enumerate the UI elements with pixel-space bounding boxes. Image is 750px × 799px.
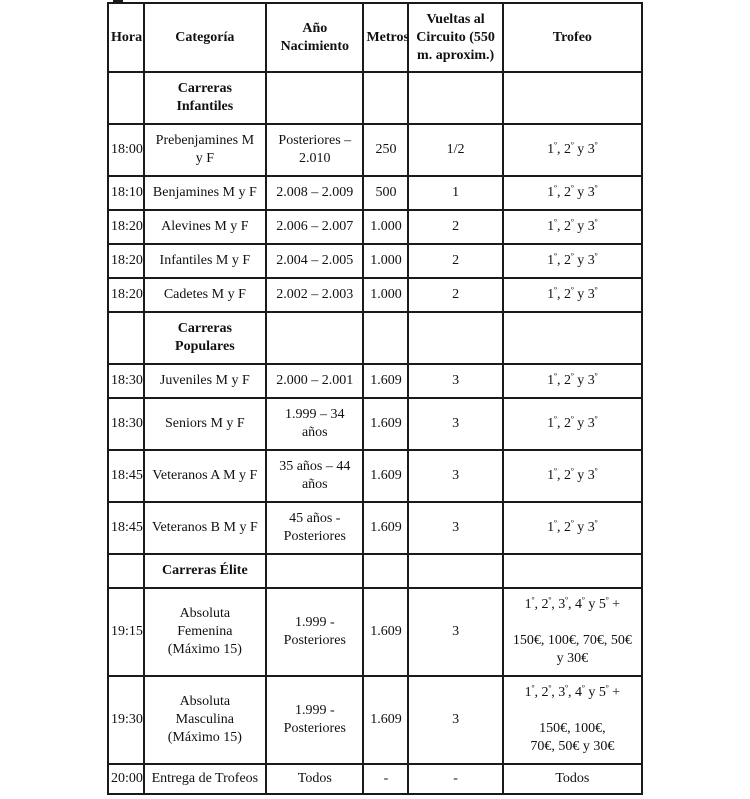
cell-hora: 18:30 <box>108 398 144 450</box>
cell-ano: 2.006 – 2.007 <box>266 210 363 244</box>
cell-categoria: Alevines M y F <box>144 210 267 244</box>
cell-categoria: Cadetes M y F <box>144 278 267 312</box>
cell-hora: 18:30 <box>108 364 144 398</box>
cell-premio: 150€, 100€, 70€, 50€ <box>512 633 632 648</box>
cell-ano: 2.004 – 2.005 <box>266 244 363 278</box>
cell-hora: 18:45 <box>108 502 144 554</box>
table-row <box>108 176 642 210</box>
cell-vueltas: 3 <box>408 588 502 676</box>
table-row <box>108 124 642 176</box>
cell-hora: 18:20 <box>108 210 144 244</box>
cell-trofeo: Todos <box>503 764 642 794</box>
cell-metros: 1.000 <box>363 244 408 278</box>
cell-ano: 1.999 – 34 años <box>266 398 363 450</box>
section-row-infantiles <box>108 72 642 124</box>
cell-metros: 1.609 <box>363 450 408 502</box>
cell-trofeo: $1^º$, $2^º$ y $3^º$ <box>503 502 642 554</box>
cell-metros: - <box>363 764 408 794</box>
cell-premio: 150€, 100€, <box>539 721 606 736</box>
cell-metros: 1.000 <box>363 278 408 312</box>
table-row <box>108 588 642 676</box>
cell-categoria: Benjamines M y F <box>144 176 267 210</box>
cell-trofeo: $1^º$, $2^º$ y $3^º$ <box>503 398 642 450</box>
cell-metros: 1.609 <box>363 676 408 764</box>
cell-vueltas: 3 <box>408 676 502 764</box>
cell-vueltas: 1 <box>408 176 502 210</box>
cell-ano: 2.000 – 2.001 <box>266 364 363 398</box>
cell-categoria: Veteranos B M y F <box>144 502 267 554</box>
cell-trofeo: $1^º$, $2^º$ y $3^º$ <box>503 210 642 244</box>
cell-hora: 20:00 <box>108 764 144 794</box>
cell-metros: 1.609 <box>363 398 408 450</box>
cell-metros: 500 <box>363 176 408 210</box>
cell-ano: Todos <box>266 764 363 794</box>
cell-categoria: Entrega de Trofeos <box>144 764 267 794</box>
cell-vueltas: 3 <box>408 450 502 502</box>
cell-metros: 1.000 <box>363 210 408 244</box>
cell-metros: 1.609 <box>363 502 408 554</box>
table-row <box>108 278 642 312</box>
cell-hora: 18:10 <box>108 176 144 210</box>
cell-trofeo: $1^º$, $2^º$ y $3^º$ <box>503 364 642 398</box>
cell-ano: 2.008 – 2.009 <box>266 176 363 210</box>
table-row <box>108 210 642 244</box>
cell-metros: 1.609 <box>363 364 408 398</box>
cell-metros: 1.609 <box>363 588 408 676</box>
cell-ano: Posteriores – 2.010 <box>266 124 363 176</box>
cell-hora: 18:20 <box>108 244 144 278</box>
cell-trofeo: $1^º$, $2^º$ y $3^º$ <box>503 176 642 210</box>
race-schedule-table <box>107 2 643 795</box>
table-row <box>108 364 642 398</box>
header-metros: Metros <box>363 3 408 72</box>
cell-categoria: Absoluta Masculina (Máximo 15) <box>144 676 267 764</box>
header-ano-nacimiento: Año Nacimiento <box>266 3 363 72</box>
cell-hora: 18:00 <box>108 124 144 176</box>
cell-metros: 250 <box>363 124 408 176</box>
cell-vueltas: 2 <box>408 278 502 312</box>
table-row <box>108 502 642 554</box>
cell-ano: 2.002 – 2.003 <box>266 278 363 312</box>
cell-vueltas: 3 <box>408 398 502 450</box>
cell-trofeo: $1^º$, $2^º$, $3^º$, $4^º$ y $5^º$ + 150€, 100€, 70€, 50€ y 30€ <box>503 676 642 764</box>
cell-hora: 18:20 <box>108 278 144 312</box>
cell-ano: 45 años - Posteriores <box>266 502 363 554</box>
cell-trofeo: $1^º$, $2^º$, $3^º$, $4^º$ y $5^º$ + 150€, 100€, 70€, 50€ y 30€ <box>503 588 642 676</box>
cell-ano: 1.999 - Posteriores <box>266 676 363 764</box>
section-title-populares: Carreras Populares <box>144 312 267 364</box>
table-header-row <box>108 3 642 72</box>
cell-trofeo: $1^º$, $2^º$ y $3^º$ <box>503 124 642 176</box>
table-row <box>108 764 642 794</box>
table-row <box>108 244 642 278</box>
cell-vueltas: 3 <box>408 364 502 398</box>
cell-categoria: Seniors M y F <box>144 398 267 450</box>
cell-trofeo: $1^º$, $2^º$ y $3^º$ <box>503 450 642 502</box>
header-vueltas: Vueltas al Circuito (550 m. aproxim.) <box>408 3 502 72</box>
cell-categoria: Absoluta Femenina (Máximo 15) <box>144 588 267 676</box>
cell-categoria: Veteranos A M y F <box>144 450 267 502</box>
table-row <box>108 450 642 502</box>
cell-ano: 35 años – 44 años <box>266 450 363 502</box>
cell-vueltas: 1/2 <box>408 124 502 176</box>
cell-vueltas: 3 <box>408 502 502 554</box>
cell-vueltas: 2 <box>408 210 502 244</box>
cell-hora: 19:30 <box>108 676 144 764</box>
cell-categoria: Juveniles M y F <box>144 364 267 398</box>
section-title-elite: Carreras Élite <box>144 554 267 588</box>
cell-hora: 19:15 <box>108 588 144 676</box>
section-title-infantiles: Carreras Infantiles <box>144 72 267 124</box>
cell-hora: 18:45 <box>108 450 144 502</box>
table-row <box>108 676 642 764</box>
header-categoria: Categoría <box>144 3 267 72</box>
cell-ano: 1.999 - Posteriores <box>266 588 363 676</box>
cell-vueltas: 2 <box>408 244 502 278</box>
cell-vueltas: - <box>408 764 502 794</box>
cell-categoria: Prebenjamines M y F <box>144 124 267 176</box>
cell-trofeo: $1^º$, $2^º$ y $3^º$ <box>503 244 642 278</box>
table-row <box>108 398 642 450</box>
section-row-populares <box>108 312 642 364</box>
header-trofeo: Trofeo <box>503 3 642 72</box>
cell-trofeo: $1^º$, $2^º$ y $3^º$ <box>503 278 642 312</box>
cell-categoria: Infantiles M y F <box>144 244 267 278</box>
header-hora: Hora <box>108 3 144 72</box>
section-row-elite <box>108 554 642 588</box>
